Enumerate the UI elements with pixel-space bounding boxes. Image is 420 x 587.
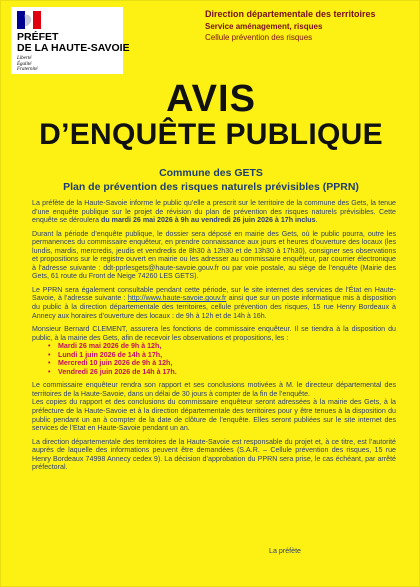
website-link[interactable]: http://www.haute-savoie.gouv.fr [127,294,227,303]
paragraph-report: Le commissaire enquêteur rendra son rapport et ses conclusions motivées à M. le directeur départemental des territoires de la Haute-Savoie, dans un délai de 30 jours à compter de la fin de l’enquête. [32,381,396,398]
service-line1: Direction départementale des territoires [205,9,376,19]
prefecture-logo [11,7,130,74]
header [11,7,411,74]
paragraph-consultation: Durant la période d’enquête publique, le dossier sera déposé en mairie des Gets, où le public pourra, outre les permanences du commissaire enquêteur, en prendre connaissance aux jours et heures d’ouverture des locaux (les lundis, mardis, mercredis, jeudis et vendredis de 8h30 à 12h30 et de 13h30 à 17h30), consigner ses observations et propositions sur le registre ouvert en mairie ou les adresser au commissaire enquêteur, par courrier électronique à l’adresse suivante : ddt-pprlesgets@haute-savoie.gouv.fr ou par voie postale, au siège de l’enquête (Mairie des Gets, 61 route du Front de Neige 74260 LES GETS). [32,229,396,281]
title-line1: AVIS [166,78,256,120]
signature: La préfète [269,547,301,555]
service-block [205,9,376,44]
logo-line2: DE LA HAUTE-SAVOIE [17,42,130,54]
paragraph-intro: La préfète de la Haute-Savoie informe le public qu’elle a prescrit sur le territoire de la commune des Gets, la tenue d’une enquête publique sur le projet de révision du plan de prévention des risques naturels prévisibles. Cette enquête se déroulera du mardi 26 mai 2026 à 9h au vendredi 26 juin 2026 à 17h inclus. [32,199,396,225]
motto-egalite: Égalité [17,61,32,67]
paragraph-online: Le PPRN sera également consultable pendant cette période, sur le site internet des services de l’État en Haute-Savoie, à l’adresse suivante : http://www.haute-savoie.gouv.fr ainsi que sur un poste informatique mis à disposition du public à la direction départementale des territoires, cellule prévention des risques, 15 rue Henry Bordeaux à Annecy aux horaires d’ouverture des locaux : de 9h à 12h et de 14h à 16h. [32,285,396,320]
paragraph-copies: Les copies du rapport et des conclusions du commissaire enquêteur seront adressées à la mairie des Gets, à la préfecture de la Haute-Savoie et à la direction départementale des territoires pour y être tenues à la disposition du public pendant un an à compter de la date de clôture de l’enquête. Elles seront publiées sur le site internet des services de l’Etat en Haute-Savoie pendant un an. [32,398,396,433]
motto-liberte: Liberté [17,56,32,61]
motto-fraternite: Fraternité [17,67,38,72]
service-line3: Cellule prévention des risques [205,33,313,42]
title-line2: D’ENQUÊTE PUBLIQUE [39,118,383,151]
service-line2: Service aménagement, risques [205,21,323,31]
plan-title: Plan de prévention des risques naturels prévisibles (PPRN) [63,181,359,193]
date-item: • Lundi 1 juin 2026 de 14h à 17h, [58,351,396,360]
date-item: • Mardi 26 mai 2026 de 9h à 12h, [58,342,396,351]
enquiry-dates-bold: du mardi 26 mai 2026 à 9h au vendredi 26 juin 2026 à 17h inclus [101,216,316,225]
permanence-dates [32,342,396,376]
date-item: • Mercredi 10 juin 2026 de 9h à 12h, [58,359,396,368]
marianne-flag-icon [17,11,41,29]
paragraph-commissioner: Monsieur Bernard CLEMENT, assurera les fonctions de commissaire enquêteur. Il se tiendra à la disposition du public, à la mairie des Gets, afin de recevoir les observations et propositions, les : [32,325,396,342]
logo-line1: PRÉFET [17,31,59,43]
commune-title: Commune des GETS [159,167,263,179]
notice-body [32,199,396,477]
paragraph-authority: La direction départementale des territoires de la Haute-Savoie est responsable du projet et, à ce titre, est l’autorité auprès de laquelle des informations peuvent être demandées (S.A.R. – Cellule prévention des risques, 15 rue Henry Bordeaux 74998 Annecy cedex 9). La décision d’approbation du PPRN sera prise, le cas échéant, par arrêté préfectoral. [32,437,396,472]
date-item: • Vendredi 26 juin 2026 de 14h à 17h. [58,368,396,377]
